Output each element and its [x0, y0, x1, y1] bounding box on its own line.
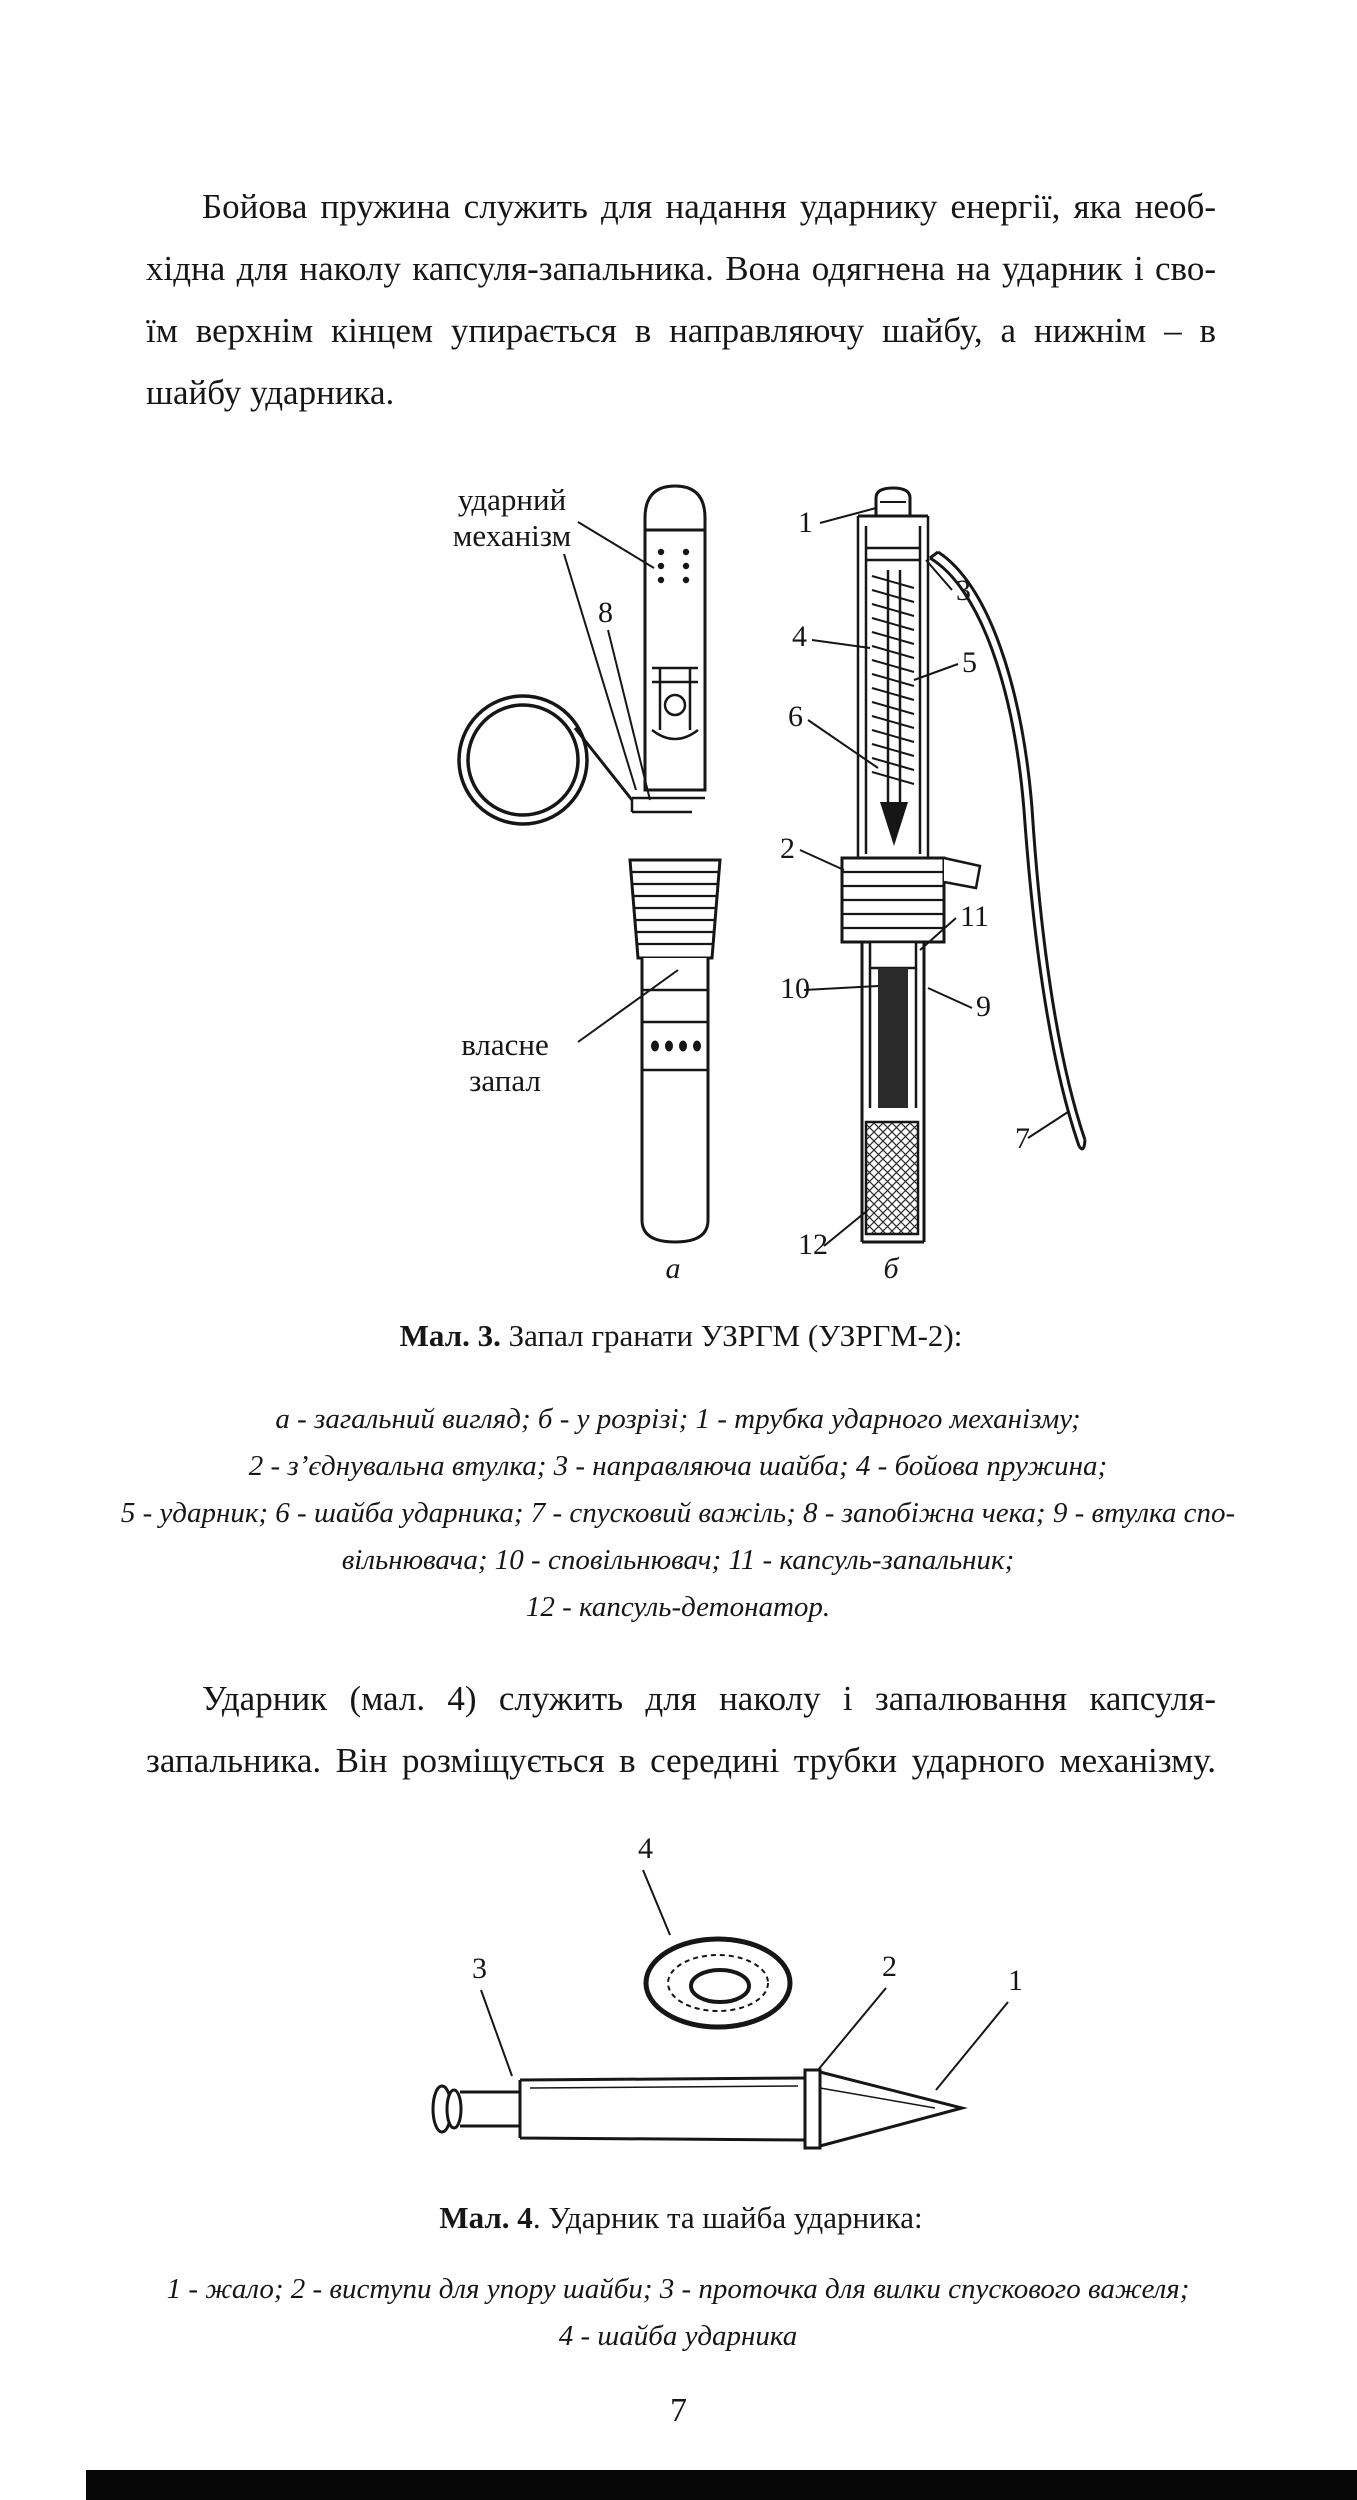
paragraph-1-line: їм верхнім кінцем упирається в направляючу шайбу, а нижнім – в — [146, 311, 1216, 350]
figure-3-caption — [146, 1318, 1216, 1354]
paragraph-1-line: хідна для наколу капсуля-запальника. Вона одягнена на ударник і сво- — [146, 249, 1216, 288]
figure-3-legend — [58, 1396, 1298, 1631]
callout-3: 3 — [956, 574, 971, 607]
paragraph-2 — [146, 1668, 1216, 1792]
callout-1: 1 — [798, 506, 813, 539]
legend-line: вільнювача; 10 - сповільнювач; 11 - капсуль-запальник; — [341, 1544, 1015, 1576]
callout-1: 1 — [1008, 1964, 1023, 1997]
fuze-general-view — [459, 486, 720, 1242]
paragraph-2-line: запальника. Він розміщується в середині трубки ударного механізму. — [146, 1741, 1216, 1780]
view-label-a: а — [665, 1252, 681, 1280]
view-label-b: б — [883, 1252, 899, 1280]
figure-3-caption-number: Мал. 3. — [399, 1318, 501, 1353]
mainspring-hatch — [872, 576, 914, 784]
safety-ring — [459, 696, 632, 824]
callout-2: 2 — [780, 832, 795, 865]
paragraph-2-line: Ударник (мал. 4) служить для наколу і запалювання капсуля- — [202, 1679, 1216, 1718]
legend-line: 12 - капсуль-детонатор. — [525, 1591, 831, 1623]
callout-11: 11 — [960, 900, 989, 933]
callout-4: 4 — [792, 620, 807, 653]
figure-3-fuze-drawing — [280, 430, 1100, 1280]
coupling-threads — [630, 860, 720, 958]
paragraph-1-line: Бойова пружина служить для надання ударнику енергії, яка необ- — [202, 187, 1216, 226]
legend-line: 5 - ударник; 6 - шайба ударника; 7 - спусковий важіль; 8 - запобіжна чека; 9 - втулка спо- — [120, 1497, 1236, 1529]
figure-3-caption-title: Запал гранати УЗРГМ (УЗРГМ-2): — [500, 1318, 963, 1353]
striker-washer — [646, 1939, 790, 2027]
label-striker-mechanism: ударний — [457, 482, 567, 517]
figure-4-striker-drawing — [350, 1820, 1120, 2180]
striker-body — [433, 2070, 962, 2148]
paragraph-1-line: шайбу ударника. — [146, 373, 395, 412]
callout-6: 6 — [788, 700, 803, 733]
safety-pin-detail — [632, 798, 705, 812]
callout-12: 12 — [798, 1228, 828, 1261]
callout-10: 10 — [780, 972, 810, 1005]
figure-4-caption — [146, 2200, 1216, 2236]
callout-7: 7 — [1015, 1122, 1030, 1155]
callout-3: 3 — [472, 1952, 487, 1985]
label-zapal-proper: власне — [461, 1027, 549, 1062]
trigger-lever — [930, 552, 1085, 1149]
callout-8: 8 — [598, 596, 613, 629]
figure-4-caption-title: . Ударник та шайба ударника: — [532, 2200, 923, 2235]
scan-artifact-bar — [86, 2470, 1357, 2500]
page-number: 7 — [670, 2392, 687, 2429]
paragraph-1 — [146, 176, 1216, 424]
label-zapal-proper: запал — [469, 1063, 541, 1098]
legend-line: 2 - з’єднувальна втулка; 3 - направляюча шайба; 4 - бойова пружина; — [248, 1450, 1108, 1482]
figure-4-legend — [58, 2266, 1298, 2360]
figure-4-caption-number: Мал. 4 — [439, 2200, 533, 2235]
callout-5: 5 — [962, 646, 977, 679]
callout-2: 2 — [882, 1950, 897, 1983]
callout-4: 4 — [638, 1832, 653, 1865]
callout-9: 9 — [976, 990, 991, 1023]
lower-tube — [642, 958, 708, 1242]
legend-line: 4 - шайба ударника — [558, 2320, 798, 2352]
legend-line: а - загальний вигляд; б - у розрізі; 1 - трубка ударного механізму; — [275, 1403, 1081, 1435]
legend-line: 1 - жало; 2 - виступи для упору шайби; 3 - проточка для вилки спускового важеля; — [166, 2273, 1190, 2305]
label-striker-mechanism: механізм — [452, 518, 572, 553]
